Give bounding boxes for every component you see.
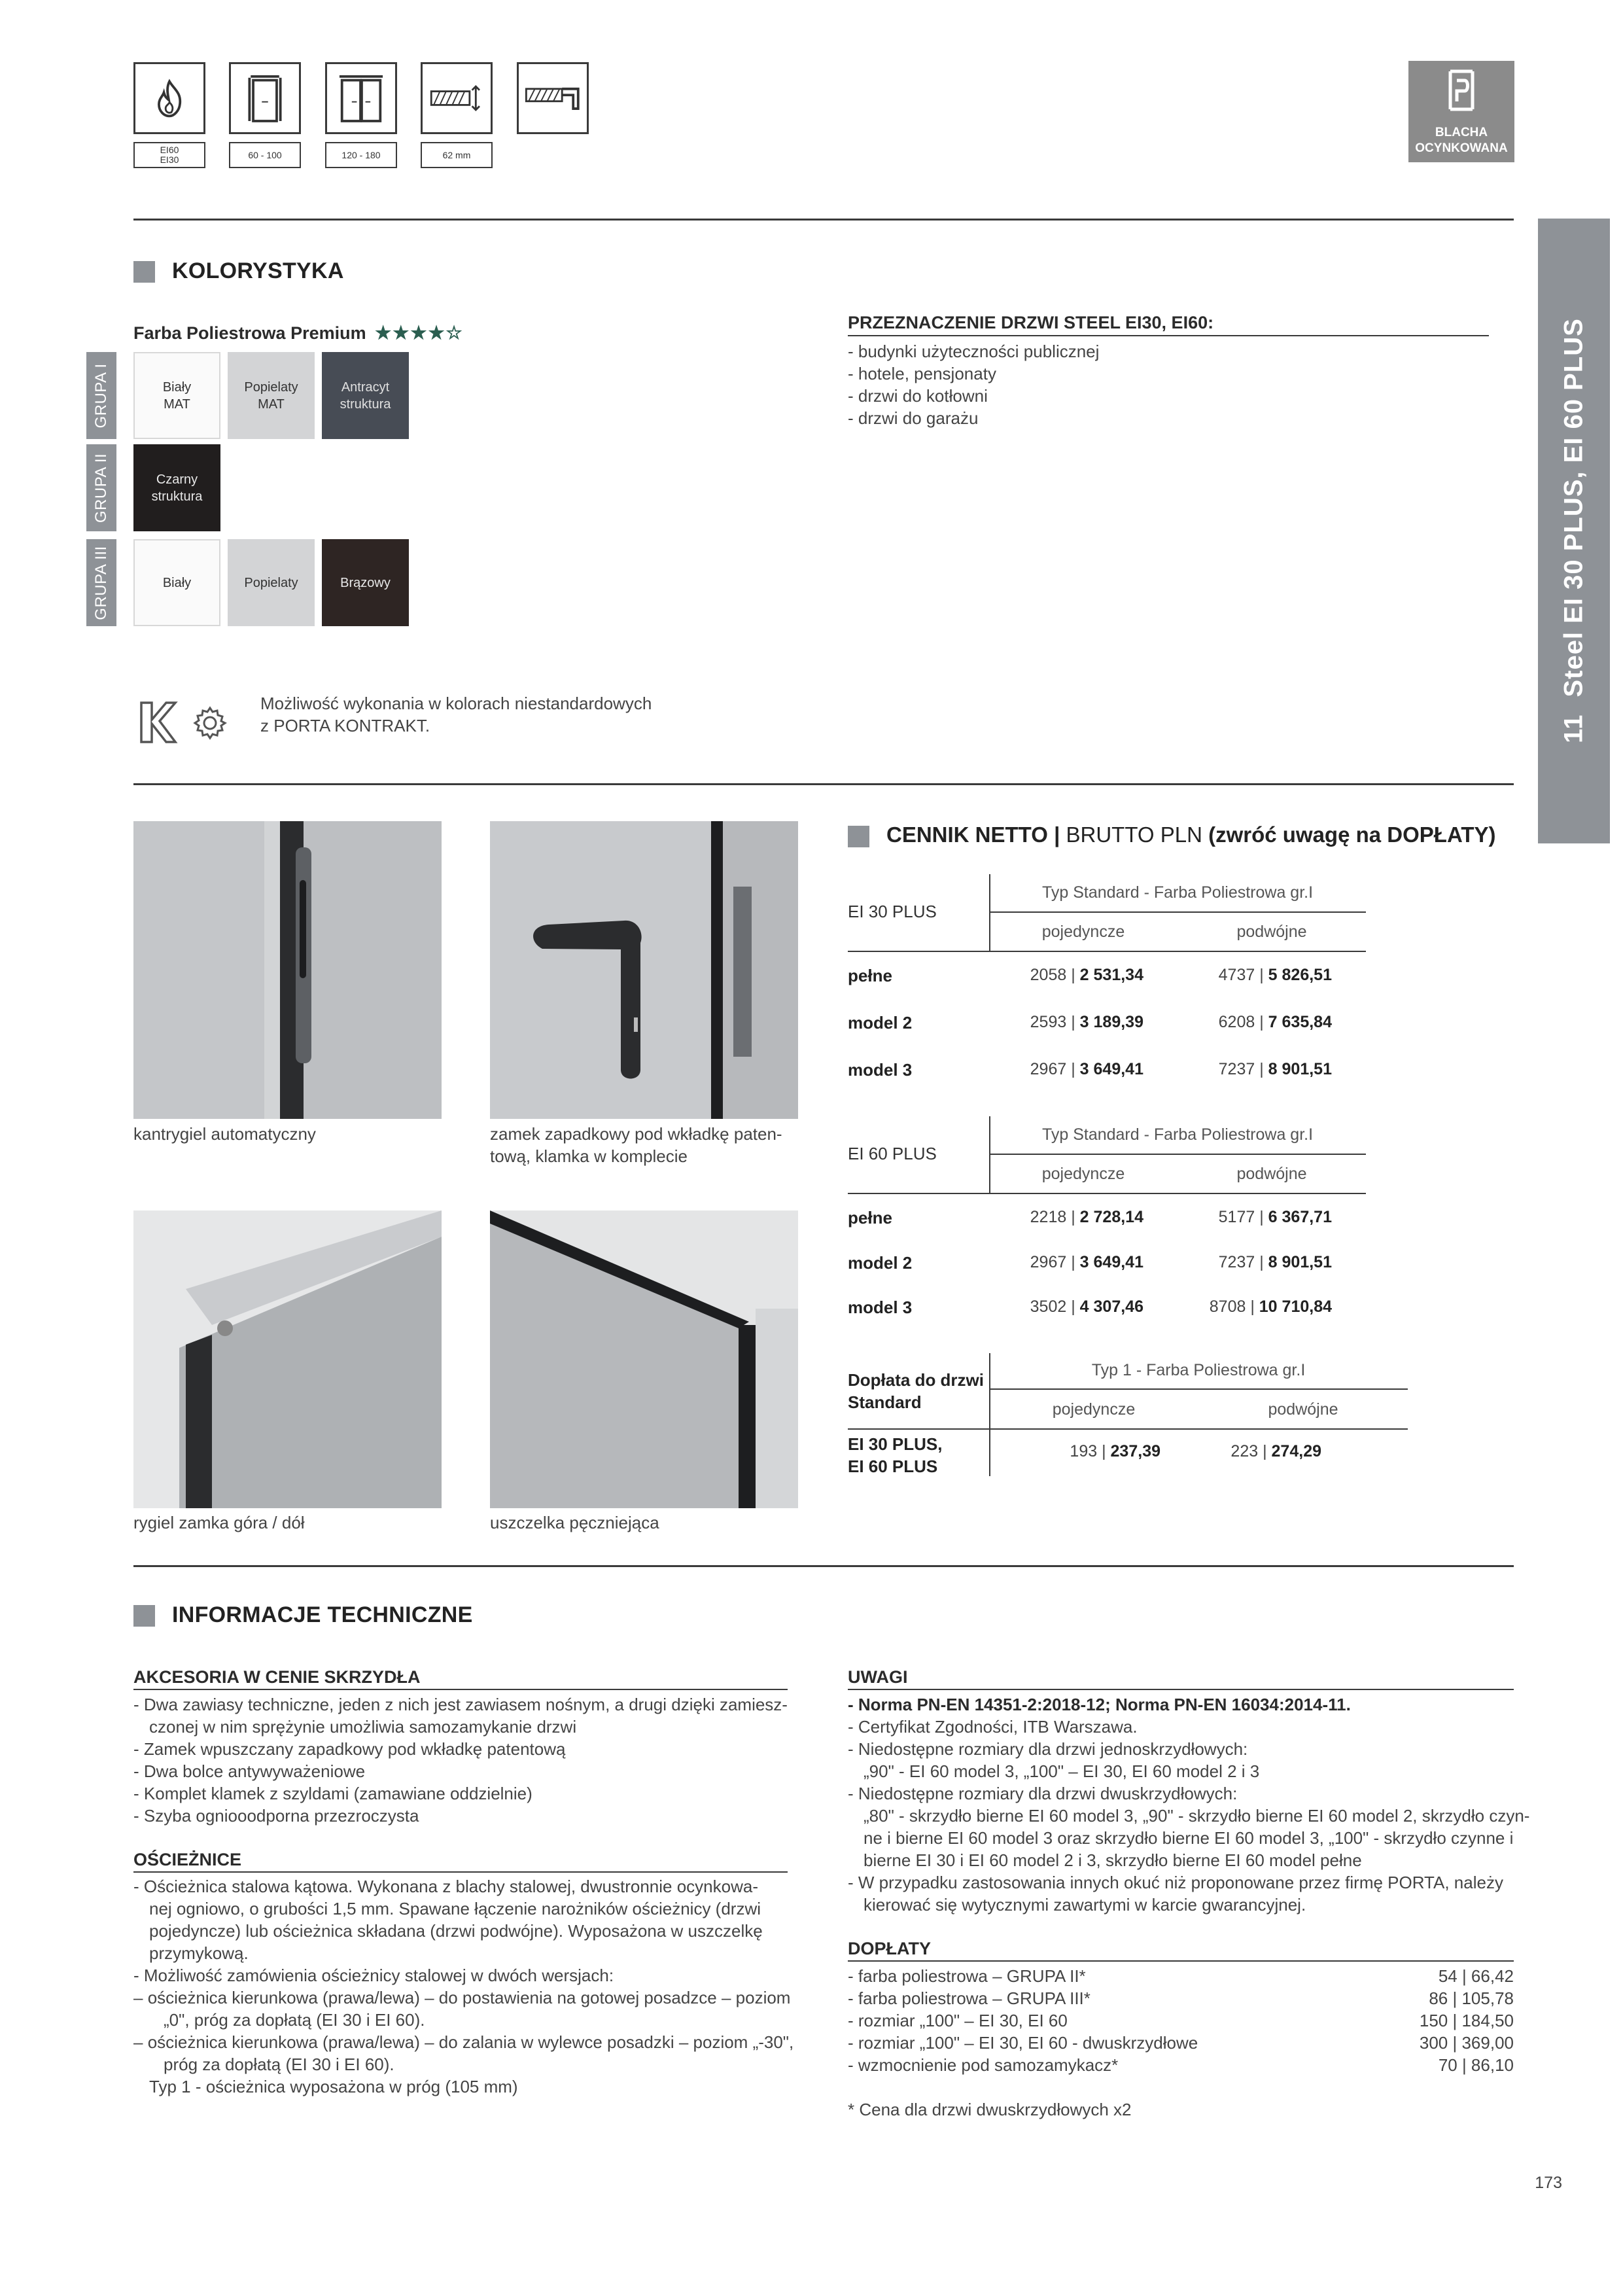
frame-profile-icon	[517, 62, 589, 134]
list-item: - W przypadku zastosowania innych okuć niż proponowane przez firmę PORTA, należy	[848, 1873, 1503, 1892]
list-item: „80" - skrzydło bierne EI 60 model 3, „90" - skrzydło bierne EI 60 model 2, skrzydło czyn-	[864, 1806, 1530, 1826]
custom-colors-note: Możliwość wykonania w kolorach niestandardowych z PORTA KONTRAKT.	[260, 694, 652, 735]
tech-info-title: INFORMACJE TECHNICZNE	[172, 1602, 473, 1627]
list-item: pojedyncze) lub ościeżnica składana (drzwi podwójne). Wyposażona w uszczelkę	[149, 1921, 763, 1941]
section-divider	[133, 219, 1514, 221]
paint-type-label: Farba Poliestrowa Premium ★★★★☆	[133, 323, 464, 343]
price-single: 3502 | 4 307,46	[1030, 1298, 1143, 1316]
table-rule	[848, 1193, 1366, 1194]
fire-rating-label: EI60 EI30	[133, 142, 205, 168]
price-single: 2593 | 3 189,39	[1030, 1013, 1143, 1031]
frames-title: OŚCIEŻNICE	[133, 1850, 242, 1869]
swatch-grey-mat: Popielaty MAT	[228, 352, 315, 439]
table-row-label: model 2	[848, 1253, 913, 1273]
col-double: podwójne	[1268, 1400, 1338, 1419]
list-item: „0", próg za dopłatą (EI 30 i EI 60).	[164, 2010, 425, 2030]
accessories-title: AKCESORIA W CENIE SKRZYDŁA	[133, 1667, 421, 1687]
list-item: - Niedostępne rozmiary dla drzwi dwuskrzydłowych:	[848, 1784, 1238, 1803]
list-item: – ościeżnica kierunkowa (prawa/lewa) – do postawienia na gotowej posadzce – poziom	[133, 1988, 791, 2007]
rating-stars: ★★★★☆	[375, 323, 464, 343]
price-double: 7237 | 8 901,51	[1218, 1253, 1332, 1271]
photo-caption: kantrygiel automatyczny	[133, 1124, 316, 1144]
price-single: 193 | 237,39	[1070, 1442, 1161, 1460]
table-row-label: pełne	[848, 966, 892, 985]
swatch-black-structure: Czarny struktura	[133, 444, 220, 531]
porta-logo-icon	[1444, 69, 1479, 112]
list-item: bierne EI 30 i EI 60 model 2 i 3, skrzydło bierne EI 60 model pełne	[864, 1850, 1362, 1870]
table-rule	[989, 1388, 1408, 1390]
price-single: 2218 | 2 728,14	[1030, 1208, 1143, 1226]
surcharge-row: - farba poliestrowa – GRUPA III* 86 | 105,78	[848, 1988, 1514, 2008]
section-divider	[133, 783, 1514, 785]
table-rule	[848, 1428, 1408, 1430]
price-double: 6208 | 7 635,84	[1218, 1013, 1332, 1031]
price-double: 223 | 274,29	[1230, 1442, 1321, 1460]
photo-caption: zamek zapadkowy pod wkładkę paten- tową, klamka w komplecie	[490, 1124, 782, 1166]
photo-lock-handle	[490, 821, 798, 1119]
swatch-anthracite: Antracyt struktura	[322, 352, 409, 439]
col-double: podwójne	[1236, 1165, 1307, 1183]
subhead-rule	[848, 1689, 1514, 1690]
table-row-label: model 3	[848, 1298, 913, 1317]
section-divider	[133, 1565, 1514, 1567]
surcharge-row: - rozmiar „100" – EI 30, EI 60 150 | 184,50	[848, 2011, 1514, 2030]
photo-caption: rygiel zamka góra / dół	[133, 1513, 305, 1532]
photo-top-bottom-bolt	[133, 1210, 442, 1508]
list-item: - budynki użyteczności publicznej	[848, 342, 1100, 361]
section-marker	[133, 261, 155, 283]
list-item: – ościeżnica kierunkowa (prawa/lewa) – do zalania w wylewce posadzki – poziom „-30",	[133, 2032, 794, 2052]
accessories-list	[133, 1693, 788, 1827]
subhead-rule	[133, 1871, 788, 1873]
list-item: - Dwa zawiasy techniczne, jeden z nich jest zawiasem nośnym, a drugi dzięki zamiesz-	[133, 1695, 788, 1714]
galvanized-sheet-badge: BLACHA OCYNKOWANA	[1408, 61, 1514, 162]
thickness-label: 62 mm	[421, 142, 493, 168]
purpose-list	[848, 340, 1099, 429]
price-list-title: CENNIK NETTO | BRUTTO PLN (zwróć uwagę na DOPŁATY)	[886, 822, 1496, 847]
list-item: - Szyba ogniooodporna przezroczysta	[133, 1806, 419, 1826]
double-door-icon	[325, 62, 397, 134]
porta-kontrakt-icon	[137, 700, 178, 745]
swatch-white-mat: Biały MAT	[133, 352, 220, 439]
purpose-title: PRZEZNACZENIE DRZWI STEEL EI30, EI60:	[848, 313, 1214, 332]
table-rule	[989, 1154, 1366, 1155]
group-1-tab: GRUPA I	[86, 352, 116, 439]
list-item: - drzwi do garażu	[848, 408, 979, 428]
table-rule	[989, 911, 1366, 913]
list-item: - Certyfikat Zgodności, ITB Warszawa.	[848, 1717, 1138, 1737]
col-single: pojedyncze	[1052, 1400, 1136, 1419]
list-item: przymykową.	[149, 1943, 249, 1963]
price-double: 7237 | 8 901,51	[1218, 1060, 1332, 1078]
surcharge-row: - rozmiar „100" – EI 30, EI 60 - dwuskrzydłowe 300 | 369,00	[848, 2033, 1514, 2053]
table-type-header: Typ 1 - Farba Poliestrowa gr.I	[1091, 1361, 1306, 1379]
table-row-label: EI 30 PLUS, EI 60 PLUS	[848, 1434, 943, 1476]
group-2-tab: GRUPA II	[86, 444, 116, 531]
table-row-label: pełne	[848, 1208, 892, 1227]
photo-intumescent-seal	[490, 1210, 798, 1508]
table-name: EI 60 PLUS	[848, 1144, 937, 1163]
swatch-brown: Brązowy	[322, 539, 409, 626]
single-door-icon	[229, 62, 301, 134]
table-type-header: Typ Standard - Farba Poliestrowa gr.I	[1041, 1125, 1314, 1144]
list-item: ne i bierne EI 60 model 3 oraz skrzydło bierne EI 60 model 3, „100" - skrzydło czynne i	[864, 1828, 1514, 1848]
subhead-rule	[133, 1689, 788, 1690]
surcharge-row: - wzmocnienie pod samozamykacz* 70 | 86,10	[848, 2055, 1514, 2075]
surcharge-row: - farba poliestrowa – GRUPA II* 54 | 66,42	[848, 1966, 1514, 1986]
table-row-label: model 2	[848, 1013, 913, 1033]
colors-section-title: KOLORYSTYKA	[172, 258, 344, 283]
photo-caption: uszczelka pęczniejąca	[490, 1513, 659, 1532]
purpose-underline	[848, 335, 1489, 336]
notes-list	[848, 1693, 1529, 1916]
fire-icon	[133, 62, 205, 134]
thickness-icon	[421, 62, 493, 134]
list-item: - Zamek wpuszczany zapadkowy pod wkładkę patentową	[133, 1739, 566, 1759]
group-3-tab: GRUPA III	[86, 539, 116, 626]
section-marker	[133, 1605, 155, 1627]
table-row-label: model 3	[848, 1060, 913, 1080]
list-item: - Ościeżnica stalowa kątowa. Wykonana z blachy stalowej, dwustronnie ocynkowa-	[133, 1877, 758, 1896]
list-item: - Dwa bolce antywyważeniowe	[133, 1761, 366, 1781]
notes-title: UWAGI	[848, 1667, 908, 1687]
chapter-title: 11Steel EI 30 PLUS, EI 60 PLUS	[1559, 318, 1588, 743]
surcharge-table-name: Dopłata do drzwi Standard	[848, 1370, 984, 1412]
double-width-label: 120 - 180	[325, 142, 397, 168]
list-item: - Komplet klamek z szyldami (zamawiane oddzielnie)	[133, 1784, 532, 1803]
price-double: 8708 | 10 710,84	[1209, 1298, 1332, 1316]
table-type-header: Typ Standard - Farba Poliestrowa gr.I	[1041, 883, 1314, 902]
table-rule	[848, 951, 1366, 952]
price-double: 5177 | 6 367,71	[1218, 1208, 1332, 1226]
price-single: 2967 | 3 649,41	[1030, 1253, 1143, 1271]
surcharge-footnote: * Cena dla drzwi dwuskrzydłowych x2	[848, 2100, 1132, 2119]
list-item: próg za dopłatą (EI 30 i EI 60).	[164, 2055, 394, 2074]
col-single: pojedyncze	[1041, 1165, 1125, 1183]
swatch-grey: Popielaty	[228, 539, 315, 626]
surcharges-title: DOPŁATY	[848, 1939, 931, 1958]
list-item: „90" - EI 60 model 3, „100" – EI 30, EI 60 model 2 i 3	[864, 1761, 1260, 1781]
list-item: - drzwi do kotłowni	[848, 386, 988, 406]
list-item: - Norma PN-EN 14351-2:2018-12; Norma PN-EN 16034:2014-11.	[848, 1695, 1351, 1714]
list-item: Typ 1 - ościeżnica wyposażona w próg (105 mm)	[149, 2077, 518, 2096]
page-number: 173	[1535, 2174, 1562, 2192]
section-marker	[848, 826, 869, 847]
price-single: 2058 | 2 531,34	[1030, 966, 1143, 984]
list-item: kierować się wytycznymi zawartymi w karcie gwarancyjnej.	[864, 1895, 1306, 1915]
list-item: - Możliwość zamówienia ościeżnicy stalowej w dwóch wersjach:	[133, 1966, 614, 1985]
price-double: 4737 | 5 826,51	[1218, 966, 1332, 984]
swatch-white: Biały	[133, 539, 220, 626]
list-item: czonej w nim sprężynie umożliwia samozamykanie drzwi	[149, 1717, 577, 1737]
list-item: - Niedostępne rozmiary dla drzwi jednoskrzydłowych:	[848, 1739, 1248, 1759]
gear-icon	[190, 703, 230, 743]
price-single: 2967 | 3 649,41	[1030, 1060, 1143, 1078]
list-item: nej ogniowo, o grubości 1,5 mm. Spawane łączenie narożników ościeżnicy (drzwi	[149, 1899, 761, 1918]
subhead-rule	[848, 1960, 1514, 1962]
photo-flush-bolt	[133, 821, 442, 1119]
col-single: pojedyncze	[1041, 923, 1125, 941]
col-double: podwójne	[1236, 923, 1307, 941]
list-item: - hotele, pensjonaty	[848, 364, 996, 383]
single-width-label: 60 - 100	[229, 142, 301, 168]
table-name: EI 30 PLUS	[848, 902, 937, 921]
frames-list	[133, 1875, 794, 2098]
